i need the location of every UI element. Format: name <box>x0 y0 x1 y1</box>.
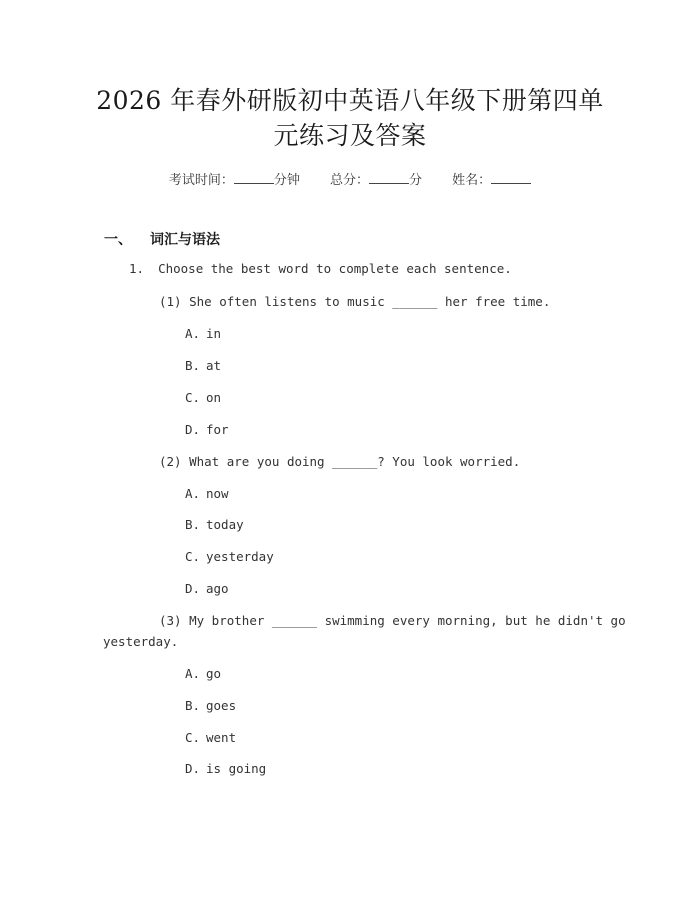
option-letter: C. <box>185 730 201 745</box>
sub-question-label: (2) <box>159 454 182 469</box>
section-title: 词汇与语法 <box>150 232 220 248</box>
exam-time-label: 考试时间： <box>168 173 234 188</box>
student-name-label: 姓名： <box>452 173 492 188</box>
option-letter: B. <box>185 358 201 373</box>
sub-question-label: (1) <box>159 294 182 309</box>
option-letter: B. <box>185 698 201 713</box>
total-score-field <box>330 169 422 188</box>
option-text: on <box>206 390 222 405</box>
option-letter: D. <box>185 581 201 596</box>
sub-question-text: My brother ______ swimming every morning, but he didn't go <box>189 613 626 628</box>
option-text: goes <box>206 698 237 713</box>
option-text: at <box>206 358 222 373</box>
option-text: is going <box>206 761 267 776</box>
option-2a[interactable] <box>185 486 229 501</box>
option-text: ago <box>206 581 229 596</box>
total-score-label: 总分： <box>329 173 369 188</box>
option-letter: C. <box>185 390 201 405</box>
exam-time-unit: 分钟 <box>273 173 300 188</box>
option-letter: C. <box>185 549 201 564</box>
option-text: yesterday <box>206 549 274 564</box>
section-heading <box>104 229 220 249</box>
sub-question-1 <box>159 294 550 309</box>
document-title-line-2: 元练习及答案 <box>273 121 427 150</box>
option-2d[interactable] <box>185 581 229 596</box>
option-1c[interactable] <box>185 390 221 405</box>
sub-question-text: She often listens to music ______ her free time. <box>189 294 551 309</box>
option-text: for <box>206 422 229 437</box>
option-text: in <box>206 326 222 341</box>
sub-question-label: (3) <box>159 613 182 628</box>
option-3b[interactable] <box>185 698 236 713</box>
document-title-line-1: 2026 年春外研版初中英语八年级下册第四单 <box>96 86 604 115</box>
student-name-field <box>452 169 531 188</box>
option-letter: A. <box>185 486 201 501</box>
option-3a[interactable] <box>185 666 221 681</box>
option-1d[interactable] <box>185 422 229 437</box>
option-letter: D. <box>185 761 201 776</box>
option-letter: B. <box>185 517 201 532</box>
question-instruction-text: Choose the best word to complete each sentence. <box>158 261 512 276</box>
section-number: 一、 <box>104 232 132 248</box>
option-text: went <box>206 730 237 745</box>
option-letter: A. <box>185 326 201 341</box>
question-instruction <box>129 261 512 276</box>
total-score-blank <box>369 171 409 184</box>
option-2c[interactable] <box>185 549 274 564</box>
option-letter: D. <box>185 422 201 437</box>
option-text: today <box>206 517 244 532</box>
option-text: go <box>206 666 222 681</box>
student-name-blank <box>491 171 531 184</box>
option-text: now <box>206 486 229 501</box>
total-score-unit: 分 <box>409 173 423 188</box>
exam-time-field <box>169 169 300 188</box>
sub-question-text: What are you doing ______? You look worried. <box>189 454 521 469</box>
option-3d[interactable] <box>185 761 266 776</box>
option-1b[interactable] <box>185 358 221 373</box>
sub-question-3 <box>159 613 626 628</box>
exam-info-row <box>0 169 700 188</box>
sub-question-2 <box>159 454 520 469</box>
question-number: 1. <box>129 261 145 276</box>
option-letter: A. <box>185 666 201 681</box>
option-3c[interactable] <box>185 730 236 745</box>
option-1a[interactable] <box>185 326 221 341</box>
sub-question-3-continued: yesterday. <box>103 634 179 649</box>
exam-time-blank <box>234 171 274 184</box>
option-2b[interactable] <box>185 517 244 532</box>
